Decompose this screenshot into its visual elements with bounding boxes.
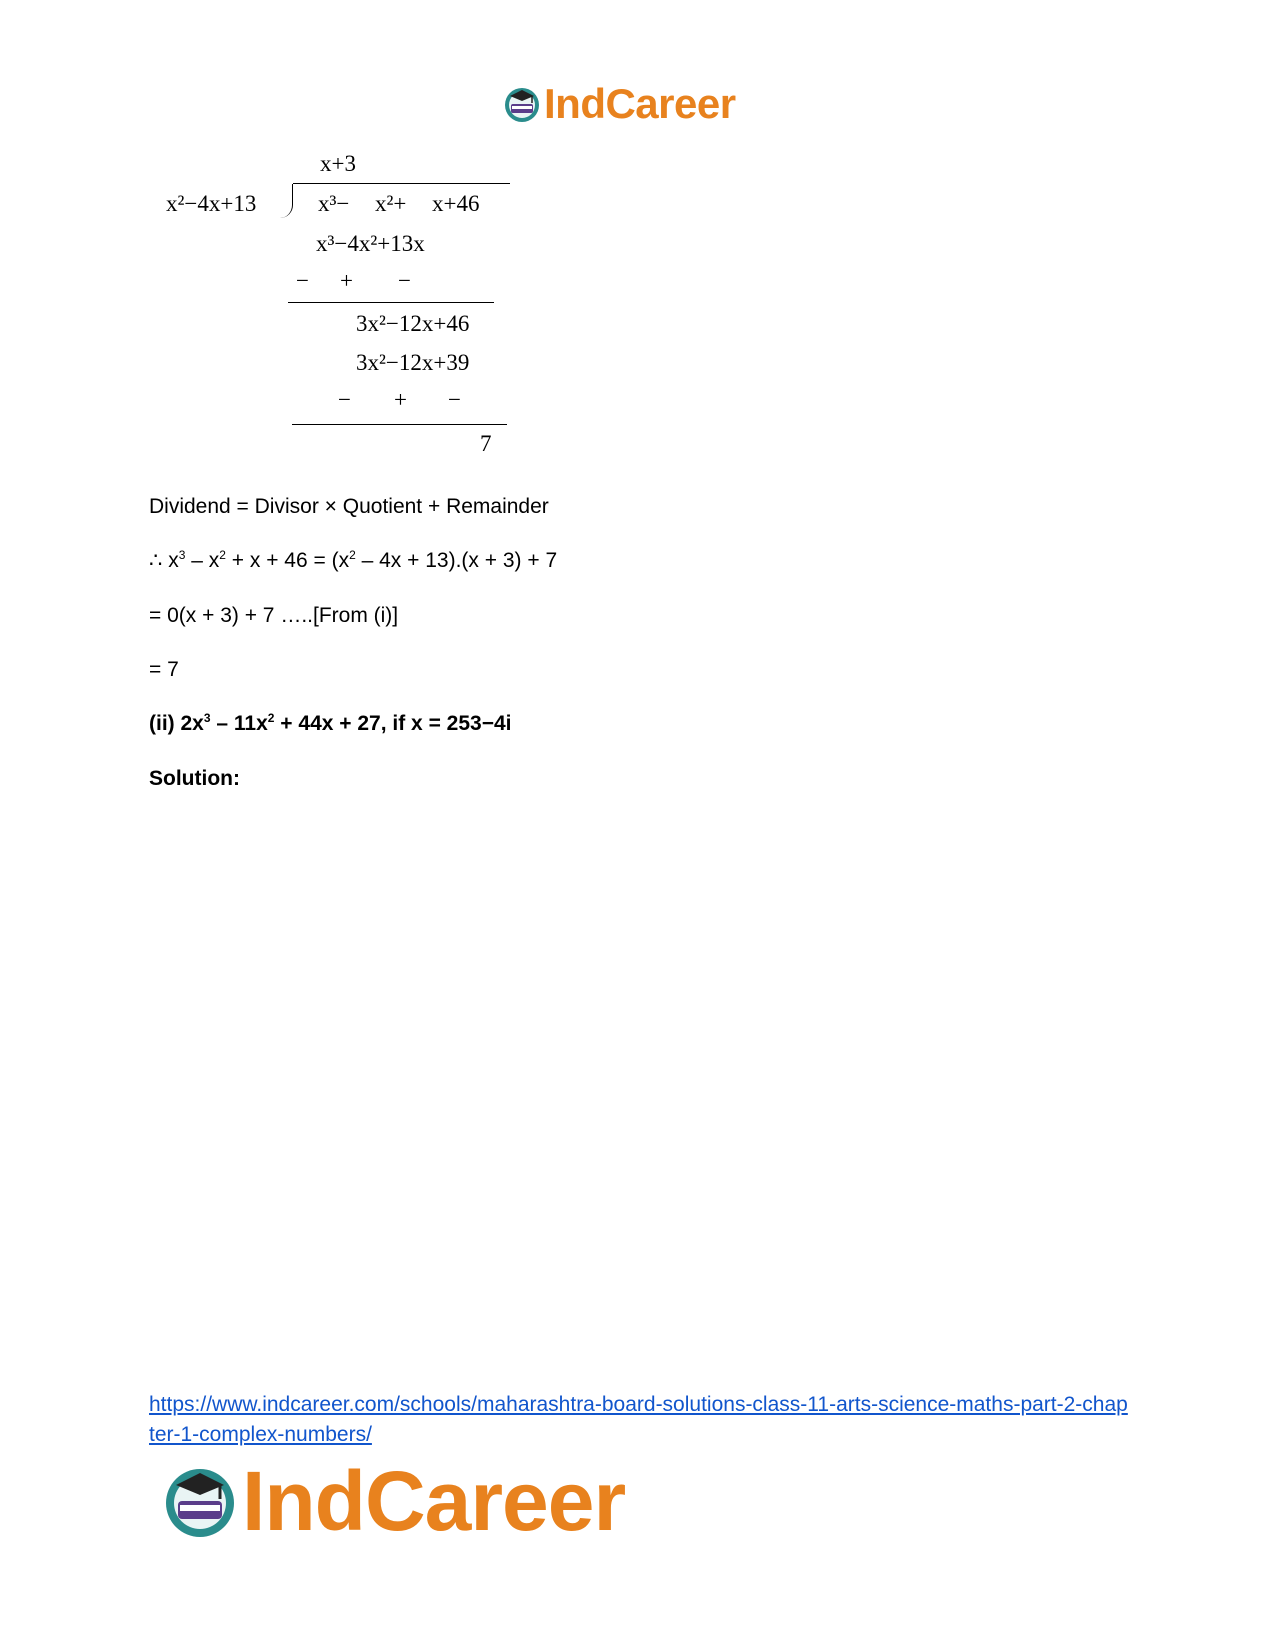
division-sign: − (448, 387, 461, 412)
footer-url-link[interactable]: https://www.indcareer.com/schools/maharashtra-board-solutions-class-11-arts-science-maths-part-2-chapter-1-complex-numbers/ (149, 1393, 1128, 1446)
footer-logo (160, 1455, 625, 1547)
text-line-expansion: ∴ $x^3 - x^2 + x + 46 = (x^2 - 4x + 13).(x + 3) + 7$ (149, 548, 558, 572)
division-sign: − (338, 387, 351, 412)
division-step2: 3x²−12x+39 (356, 350, 470, 375)
division-dividend-1: x³− (318, 191, 350, 216)
division-bracket (280, 184, 293, 218)
question-ii: (ii) $2x^3 - 11x^2 + 44x + 27$, if x = 253−4i (149, 711, 512, 735)
division-remainder: 7 (480, 431, 492, 456)
division-top-rule (293, 183, 510, 184)
division-remainder1: 3x²−12x+46 (356, 311, 470, 336)
solution-label: Solution: (149, 767, 240, 790)
division-step1: x³−4x²+13x (316, 231, 425, 256)
globe-cap-icon (502, 84, 542, 124)
text-line-result: = 7 (149, 658, 179, 681)
division-sign: − (296, 268, 309, 293)
text-line-dividend-formula: Dividend = Divisor × Quotient + Remainder (149, 495, 549, 518)
text-line-substitution: = 0(x + 3) + 7 …..[From (i)] (149, 604, 399, 627)
header-brand-text: IndCareer (544, 80, 736, 127)
division-sign: + (340, 268, 353, 293)
division-divisor: x²−4x+13 (166, 191, 257, 216)
division-dividend-2: x²+ (375, 191, 407, 216)
division-sign: − (398, 268, 411, 293)
division-sign: + (394, 387, 407, 412)
globe-cap-icon (160, 1461, 240, 1541)
header-logo (502, 80, 736, 128)
division-quotient: x+3 (320, 151, 356, 176)
footer-brand-text: IndCareer (242, 1454, 626, 1548)
division-dividend-3: x+46 (432, 191, 480, 216)
division-rule-1 (288, 302, 494, 303)
division-rule-2 (292, 424, 507, 425)
